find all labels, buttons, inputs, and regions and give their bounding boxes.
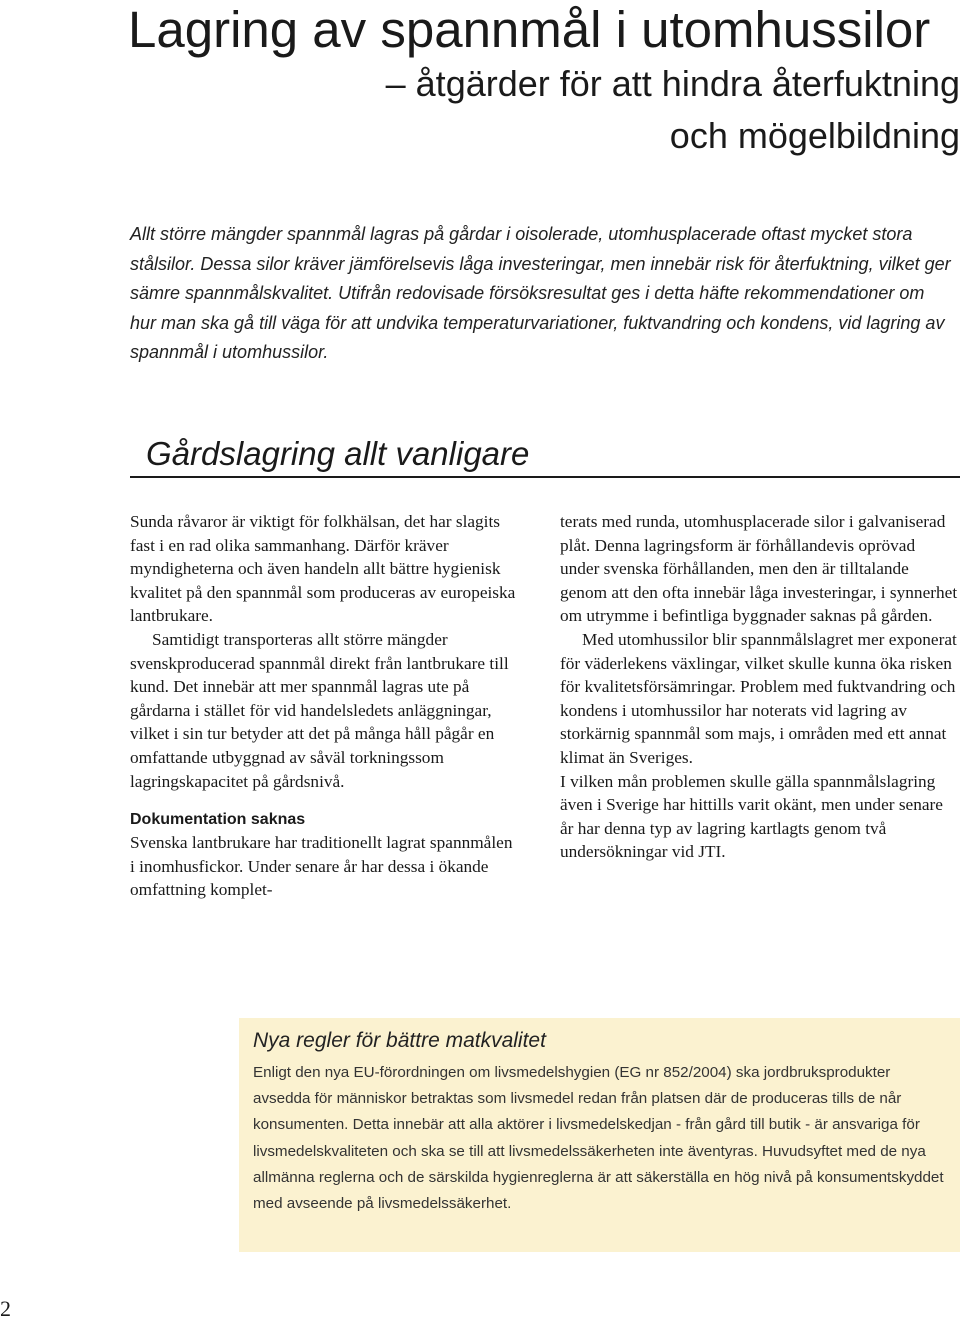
body-paragraph: Med utomhussilor blir spannmålslagret mer exponerat för väderlekens växlingar, vilket skulle kunna öka risken för kvalitetsförsämringar. Problem med fuktvandring och kondens i utomhussilor har noterats vid lagring av storkärnig spannmål som majs, i områden med ett annat klimat än Sveriges. <box>560 629 957 767</box>
body-paragraph: Svenska lantbrukare har traditionellt lagrat spannmålen i inomhusfickor. Under senare år har dessa i ökande omfattning komplet- <box>130 833 513 900</box>
left-column <box>130 510 520 902</box>
body-paragraph: terats med runda, utomhusplacerade silor i galvaniserad plåt. Denna lagringsform är förhållandevis oprövad under svenska förhållanden, men den är tilltalande genom att den ofta innebär låga investeringar, i synnerhet om utrymme i befintliga byggnader saknas på gården. <box>560 512 958 626</box>
title-block <box>128 0 960 162</box>
info-box-title: Nya regler för bättre matkvalitet <box>253 1029 546 1052</box>
body-paragraph: I vilken mån problemen skulle gälla spannmålslagring även i Sverige har hittills varit okänt, men under senare år har denna typ av lagring kartlagts genom två undersökningar vid JTI. <box>560 771 943 862</box>
page-number: 2 <box>0 1296 11 1321</box>
info-box <box>239 1018 960 1252</box>
section-title: Gårdslagring allt vanligare <box>146 432 535 476</box>
subheading: Dokumentation saknas <box>130 811 306 829</box>
info-box-text: Enligt den nya EU-förordningen om livsmedelshygien (EG nr 852/2004) ska jordbruksprodukter avsedda för människor betraktas som livsmedel redan från platsen där de produceras tills de når konsumenten. Detta innebär att alla aktörer i livsmedelskedjan - från gård till butik - är ansvariga för livsmedelskvaliteten och ska se till att livsmedelssäkerheten inte äventyras. Huvudsyftet med de nya allmänna reglerna och de särskilda hygienreglerna är att säkerställa en hög nivå på konsumentskyddet med avseende på livsmedelssäkerhet. <box>253 1064 944 1213</box>
page-title: Lagring av spannmål i utomhussilor <box>128 1 931 58</box>
right-column <box>560 510 958 864</box>
body-paragraph: Sunda råvaror är viktigt för folkhälsan, det har slagits fast i en rad olika sammanhang. Därför kräver myndigheterna och även handeln allt bättre hygienisk kvalitet på den spannmål som produceras av europeiska lantbrukare. <box>130 512 516 626</box>
section-rule <box>130 476 960 478</box>
page-subtitle-line-2: och mögelbildning <box>669 115 960 156</box>
lead-paragraph: Allt större mängder spannmål lagras på gårdar i oisolerade, utomhusplacerade oftast mycket stora stålsilor. Dessa silor kräver jämförelsevis låga investeringar, men innebär risk för återfuktning, vilket ger sämre spannmålskvalitet. Utifrån redovisade försöksresultat ges i detta häfte rekommendationer om hur man ska gå till väga för att undvika temperaturvariationer, fuktvandring och kondens, vid lagring av spannmål i utomhussilor. <box>130 224 951 362</box>
body-paragraph: Samtidigt transporteras allt större mängder svenskproducerad spannmål direkt från lantbrukare till kund. Det innebär att mer spannmål lagras ute på gårdarna i stället för vid handelsledets anläggningar, vilket i sin tur betyder att det på många håll pågår en omfattande utbyggnad av såväl torkningssom lagringskapacitet på gårdsnivå. <box>130 629 509 791</box>
page-subtitle-line-1: – åtgärder för att hindra återfuktning <box>385 63 960 104</box>
